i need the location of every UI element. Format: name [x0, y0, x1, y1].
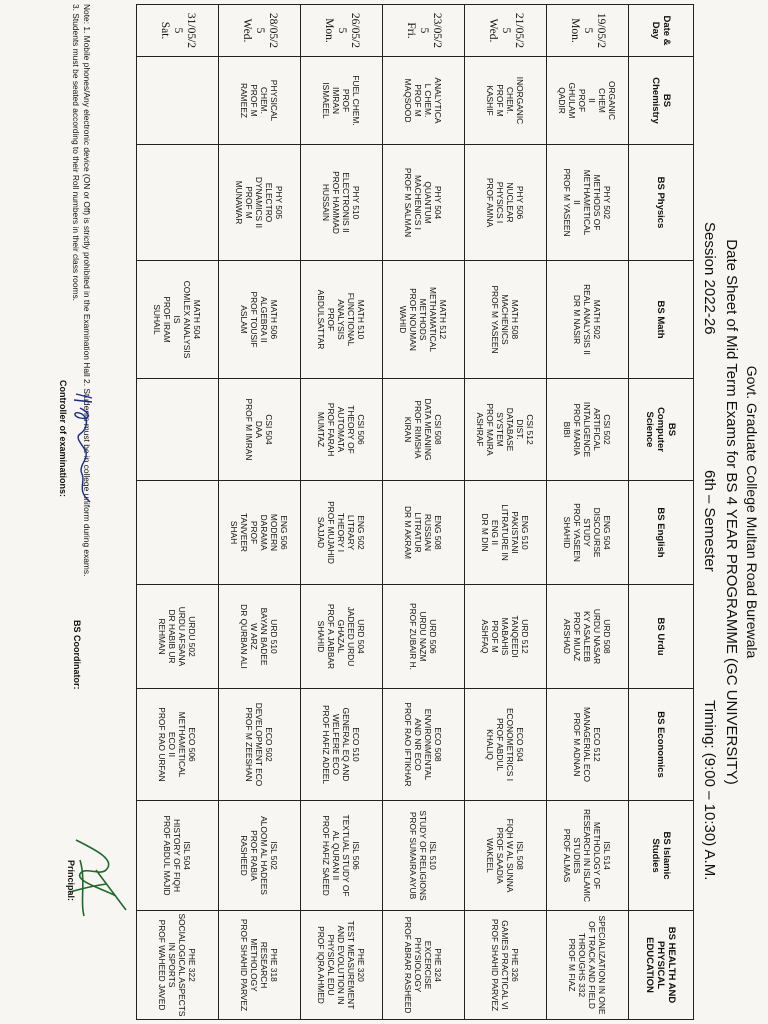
note-label: Note: — [82, 4, 92, 25]
exam-text: CSI 502 ARTIFICAL INTALIGENCE PROF MARIA BIBI — [562, 401, 613, 458]
exam-cell — [137, 145, 219, 261]
exam-cell — [301, 911, 383, 1020]
exam-text: PHY 504 QUANTUM MACHENICS I PROF M SALMAN — [403, 167, 444, 238]
date-text: 26/05/2 5 Mon. — [323, 12, 361, 49]
exam-cell — [465, 145, 547, 261]
exam-text: CSI 504 DAA PROF M IMRAN — [244, 398, 275, 461]
exam-cell — [383, 801, 465, 911]
exam-cell — [219, 481, 301, 585]
exam-text: CSI 512 DIST. DATABASE SYSTEM PROF MAIRA ASHRAF — [475, 403, 536, 456]
exam-cell — [465, 801, 547, 911]
exam-cell — [465, 585, 547, 689]
table-row — [301, 5, 383, 1020]
column-header-label: BS Chemistry — [650, 77, 672, 124]
date-cell — [547, 5, 629, 57]
exam-cell — [547, 481, 629, 585]
exam-cell — [137, 801, 219, 911]
controller-signature — [66, 390, 98, 510]
exam-text: MATH 512 METHAMATICAL METHODS PROF NOUMAN WAHID — [398, 287, 449, 352]
controller-label: Controller of examinations: — [58, 380, 68, 498]
exam-cell — [383, 57, 465, 145]
exam-cell — [301, 379, 383, 481]
date-text: 31/05/2 5 Sat. — [159, 12, 197, 49]
date-text: 23/05/2 5 Fri. — [405, 12, 443, 49]
exam-text: MATH 508 MACHENICS PROF M YASEEN — [490, 285, 521, 354]
exam-cell — [301, 801, 383, 911]
exam-text: ISL 504 HISTORY OF FIQH PROF ABDUL MAJID — [162, 815, 193, 896]
exam-text: ISL 514 METHOLOGY OF RESEARCH IN ISLAMIC STUDIES PROF ALMAS — [562, 808, 613, 903]
exam-cell — [137, 689, 219, 801]
exam-text: MATH 504 COMLEX ANALYSIS IS PROF IRAM SUHAIL — [152, 280, 203, 359]
exam-text: URD 504 JADEED URDU GHAZAL PROF A JABBAR SHAHID — [316, 603, 367, 670]
exam-text: ECO 508 ENVIRONMENTAL AND NR ECO PROF RAO IFTIKHAR — [403, 702, 444, 787]
exam-cell — [383, 379, 465, 481]
exam-cell — [465, 481, 547, 585]
exam-cell — [547, 57, 629, 145]
exam-cell — [383, 689, 465, 801]
exam-text: ENG 504 DISCOURSE STUDY PROF YASEEN SHAHID — [562, 503, 613, 562]
exam-cell — [383, 261, 465, 379]
exam-text: URD 506 URDU NAZM PROF ZUBAIR H. — [408, 602, 439, 670]
column-header — [629, 5, 694, 57]
date-cell — [383, 5, 465, 57]
exam-cell — [137, 379, 219, 481]
date-cell — [219, 5, 301, 57]
exam-text: PHE 322 SOCIALOGICAL ASPECTS IN SPORTS PROF WAHEED JAVED — [157, 913, 198, 1017]
exam-text: ANALYTICA L CHEM. PROF M MAQSOOD — [403, 77, 444, 124]
date-cell — [301, 5, 383, 57]
note-text-2: 3. Students must be seated according to their Roll numbers in their class rooms. — [71, 4, 81, 301]
table-row — [465, 5, 547, 1020]
exam-text: ECO 502 DEVELOPMENT ECO PROF M ZEESHAN — [244, 702, 275, 787]
exam-text: CSI 506 THEORY OF AUTOMATA PROF FARAH MUMTAZ — [316, 402, 367, 457]
exam-cell — [219, 911, 301, 1020]
semester-label: 6th – Semester — [701, 470, 718, 572]
exam-cell — [301, 145, 383, 261]
exam-cell — [547, 261, 629, 379]
principal-label: Principal: — [66, 860, 76, 902]
column-header — [629, 57, 694, 145]
exam-cell — [219, 585, 301, 689]
column-header-label: BS Urdu — [655, 617, 667, 656]
exam-text: MATH 502 REAL ANALYSIS II DR M NASIR — [572, 284, 603, 355]
exam-text: URD 510 BAYAN BADEE W ARZ DR QURBAN ALI — [239, 604, 280, 669]
exam-text: ECO 506 METHAMETICAL ECO II PROF RAO URFAN — [157, 707, 198, 782]
exam-text: MATH 510 FUNCTIONAL ANALYSIS PROF ABDULSATTAR — [316, 289, 367, 350]
coordinator-label: BS Coordinator: — [72, 620, 82, 690]
exam-cell — [547, 689, 629, 801]
exam-cell — [465, 261, 547, 379]
exam-cell — [383, 145, 465, 261]
exam-text: ENG 502 LITRARY THEORY I PROF MUJAHID SAJJAD — [316, 501, 367, 564]
exam-cell — [219, 379, 301, 481]
exam-cell — [219, 261, 301, 379]
exam-text: ECO 510 GENERAL EQ AND WELFERE ECO PROF HAFIZ ADEEL — [321, 704, 362, 785]
exam-cell — [219, 801, 301, 911]
table-header-row — [629, 5, 694, 1020]
exam-text: ORGANIC CHEM II PROF GHULAM QADIR — [557, 80, 618, 121]
date-cell — [465, 5, 547, 57]
exam-text: PHY 505 ELECTRO DYNAMICS II PROF M MUNAWAR — [234, 176, 285, 229]
exam-cell — [465, 689, 547, 801]
exam-text: ENG 506 MODERN DARAMA PROF TANVEER SHAH — [229, 513, 290, 552]
exam-text: ISL 508 FIQH W AL SUNNA PROF SAADIA WAKEEL — [485, 818, 526, 893]
column-header-label: BS Math — [655, 300, 667, 339]
exam-cell — [465, 379, 547, 481]
exam-text: PHE 326 GAMES PRACTICAL VI PROF SHAHID PARVEZ — [490, 918, 521, 1012]
exam-cell — [301, 585, 383, 689]
date-text: 21/05/2 5 Wed. — [487, 12, 525, 49]
exam-text: ECO 512 MANAGERIAL ECO PROF M ADNAN — [572, 706, 603, 783]
exam-cell — [547, 379, 629, 481]
college-name: Govt. Graduate College Multan Road Burewala — [744, 365, 760, 659]
exam-text: URD 512 TANQEEDI MABAHIS PROF M ASHFAQ — [480, 615, 531, 658]
table-row — [219, 5, 301, 1020]
exam-text: PHY 506 NUCLEAR PHYSICS I PROF AMNA — [485, 177, 526, 228]
exam-text: ENG 508 RUSSIAN LITRATUR DR M AKRAM — [403, 505, 444, 560]
note-text-1: 1. Mobile phones/Any electronic device (ON or Off) is strictly prohibited in the Examination Hall 2. Students must be in college uniform during exams. — [82, 26, 92, 577]
exam-cell — [219, 689, 301, 801]
column-header-label: Date & Day — [650, 15, 672, 46]
column-header — [629, 145, 694, 261]
column-header-label: BS Computer Science — [644, 407, 678, 452]
column-header-label: BS Physics — [655, 176, 667, 229]
table-row — [547, 5, 629, 1020]
exam-text: ENG 510 PAKISTANI LITRATURE IN ENG II DR M DIN — [480, 504, 531, 561]
exam-text: SPECIALIZATION IN ONE OF TRACK AND FIELD THROUGHS 332 PROF M FIAZ — [567, 915, 608, 1015]
column-header — [629, 801, 694, 911]
exam-cell — [547, 911, 629, 1020]
exam-cell — [137, 911, 219, 1020]
date-text: 28/05/2 5 Wed. — [241, 12, 279, 49]
exam-text: ISL 506 TEXTUAL STUDY OF AL QURAN II PROF HAFIZ SAEED — [321, 814, 362, 897]
exam-cell — [465, 911, 547, 1020]
exam-text: FUEL CHEM. PROF IMRAN ISMAEEL — [321, 75, 362, 126]
exam-cell — [219, 145, 301, 261]
exam-cell — [465, 57, 547, 145]
exam-cell — [383, 585, 465, 689]
exam-text: INORGANIC CHEM. PROF M KASHIF — [485, 76, 526, 125]
exam-text: PHE 318 RESEARCH METHOLOGY PROF SHAHID PARVEZ — [239, 918, 280, 1012]
exam-text: ISL 502 ALOOM AL HADEES PROF RABIA RASHEED — [239, 816, 280, 895]
session-label: Session 2022-26 — [701, 222, 718, 335]
column-header — [629, 379, 694, 481]
timing-label: Timing: (9:00 – 10:30) A.M. — [701, 700, 718, 881]
exam-cell — [301, 57, 383, 145]
date-text: 19/05/2 5 Mon. — [569, 12, 607, 49]
exam-text: PHYSICAL CHEM. PROF M RAMEEZ — [239, 79, 280, 122]
column-header-label: BS Islamic Studies — [650, 831, 672, 880]
document-title: Date Sheet of Mid Term Exams for BS 4 YEAR PROGRAMME (GC UNIVERSITY) — [723, 239, 740, 785]
exam-cell — [219, 57, 301, 145]
exam-cell — [301, 481, 383, 585]
column-header — [629, 911, 694, 1020]
exam-text: PHY 502 METHODS OF METHAMETICAL II PROF M YASEEN — [562, 168, 613, 237]
exam-text: MATH 506 ALGEBRA II PROF TOUSIF ASLAM — [239, 291, 280, 348]
column-header-label: BS HEALTH AND PHYSICAL EDUCATION — [644, 926, 678, 1004]
exam-cell — [137, 261, 219, 379]
exam-text: PHY 510 ELECTRONIS II PROF HAMMAD HUSSAIN — [321, 171, 362, 234]
exam-cell — [547, 145, 629, 261]
exam-text: ISL 510 STUDY OF RELIGIONS PROF SUMAIRA AYUB — [408, 810, 439, 901]
exam-text: PHE 320 TEST MEASUREMENT AND EVOLUTION IN PHYSICAL EDU PROF IQRA AHMED — [316, 920, 367, 1010]
exam-schedule-table — [136, 4, 694, 1020]
exam-cell — [301, 689, 383, 801]
exam-text: PHE 324 EXCERCISE PHYSIOLOGY PROF ABRAR RASHEED — [403, 916, 444, 1014]
column-header — [629, 261, 694, 379]
exam-text: URDU 502 URDU AFSANA DR HABIB UR REHMAN — [157, 606, 198, 667]
exam-cell — [137, 481, 219, 585]
column-header-label: BS English — [655, 507, 667, 558]
exam-cell — [383, 911, 465, 1020]
principal-signature — [66, 830, 136, 920]
column-header-label: BS Economics — [655, 711, 667, 778]
table-row — [137, 5, 219, 1020]
exam-text: ECO 504 ECONOMETRICS I PROF ABDUL KHALIQ — [485, 707, 526, 782]
column-header — [629, 585, 694, 689]
exam-text: URD 508 URDU NASAR KY ASALEEB PROF MUAZ ARSHAD — [562, 608, 613, 665]
exam-cell — [137, 57, 219, 145]
exam-cell — [383, 481, 465, 585]
exam-cell — [301, 261, 383, 379]
date-cell — [137, 5, 219, 57]
exam-cell — [137, 585, 219, 689]
table-body — [137, 5, 629, 1020]
column-header — [629, 481, 694, 585]
column-header — [629, 689, 694, 801]
exam-text: CSI 508 DATA MEANING PROF RIMSHA KIRAN — [403, 398, 444, 461]
exam-cell — [547, 801, 629, 911]
table-row — [383, 5, 465, 1020]
exam-cell — [547, 585, 629, 689]
